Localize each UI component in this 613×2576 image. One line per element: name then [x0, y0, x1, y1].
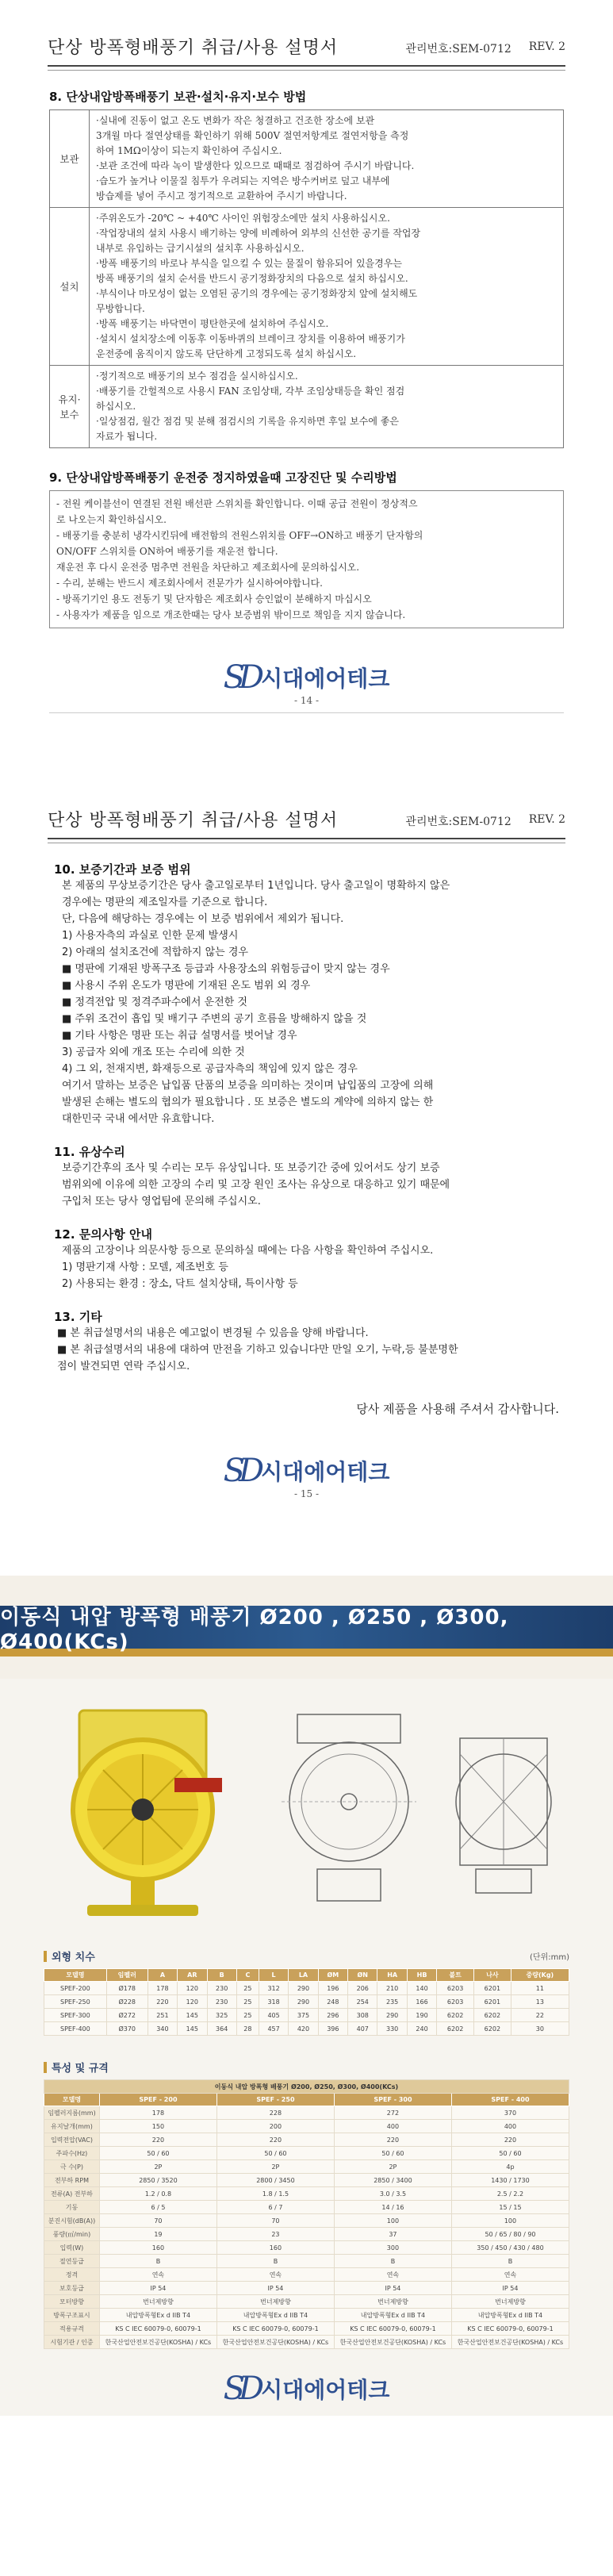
fan-photo: [56, 1695, 246, 1933]
dimension-cell: SPEF-400: [44, 2022, 107, 2036]
spec-cell: 1.8 / 1.5: [216, 2187, 334, 2201]
troubleshoot-line: - 전원 케이블선이 연결된 전원 배선판 스위치를 확인합니다. 이때 공급 전원이 정상적으: [56, 498, 418, 509]
page-number: - 15 -: [293, 1488, 319, 1499]
revision: REV. 2: [528, 40, 565, 53]
spec-cell: 한국산업안전보건공단(KOSHA) / KCs: [451, 2336, 569, 2349]
spec-cell: 1.2 / 0.8: [99, 2187, 216, 2201]
dimension-header-cell: 중량(Kg): [511, 1969, 569, 1982]
care-line: ·주위온도가 -20℃ ~ +40℃ 사이인 위험장소에만 설치 사용하십시오.: [96, 213, 390, 224]
dimension-header-cell: 임펠러: [106, 1969, 148, 1982]
care-line: 자료가 됩니다.: [96, 431, 158, 442]
spec-cell: 160: [216, 2241, 334, 2255]
warranty-line: ■ 정격전압 및 정격주파수에서 운전한 것: [62, 996, 247, 1008]
paid-repair-line: 구입처 또는 당사 영업팀에 문의해 주십시오.: [62, 1196, 261, 1207]
dimension-cell: 25: [236, 1995, 259, 2009]
spec-cell: 50 / 60: [216, 2147, 334, 2160]
spec-cell: 한국산업안전보건공단(KOSHA) / KCs: [334, 2336, 451, 2349]
spec-cell: 400: [334, 2120, 451, 2133]
spec-row: [44, 2255, 569, 2268]
spec-cell: 23: [216, 2228, 334, 2241]
dimension-cell: 30: [511, 2022, 569, 2036]
dimension-cell: 251: [148, 2009, 177, 2022]
dimension-header-cell: AR: [178, 1969, 207, 1982]
dimension-cell: SPEF-250: [44, 1995, 107, 2009]
spec-cell: 228: [216, 2106, 334, 2120]
logo-text: 시대에어테크: [261, 2377, 390, 2403]
care-line: ·일상점검, 월간 점검 및 분해 점검시의 기록을 유지하면 후일 보수에 좋은: [96, 416, 399, 427]
spec-row-label: 적용규격: [44, 2322, 100, 2336]
spec-cell: 2P: [334, 2160, 451, 2174]
dimension-cell: 405: [259, 2009, 288, 2022]
page-number: - 14 -: [293, 695, 319, 706]
care-row-install: [50, 208, 564, 366]
dimension-cell: 140: [407, 1982, 436, 1995]
spec-row: [44, 2106, 569, 2120]
spec-row: [44, 2133, 569, 2147]
spec-row: [44, 2160, 569, 2174]
spec-row-label: 극 수(P): [44, 2160, 100, 2174]
spec-cell: 연속: [334, 2268, 451, 2282]
spec-row-label: 풍량(㎥/min): [44, 2228, 100, 2241]
spec-caption-row: [44, 2080, 569, 2094]
spec-cell: 내압방폭형Ex d IIB T4: [216, 2309, 334, 2322]
section11-title: 11. 유상수리: [54, 1145, 125, 1159]
spec-cell: 200: [216, 2120, 334, 2133]
logo-mark-icon: SD: [223, 659, 259, 696]
dimension-cell: 6202: [473, 2022, 511, 2036]
spec-row-label: 유지날개(mm): [44, 2120, 100, 2133]
spec-cell: 350 / 450 / 430 / 480: [451, 2241, 569, 2255]
spec-cell: 100: [451, 2214, 569, 2228]
spec-cell: 150: [99, 2120, 216, 2133]
spec-cell: 내압방폭형Ex d IIB T4: [334, 2309, 451, 2322]
dimension-cell: 13: [511, 1995, 569, 2009]
spec-row: [44, 2147, 569, 2160]
spec-cell: 4p: [451, 2160, 569, 2174]
dimension-cell: 457: [259, 2022, 288, 2036]
dimension-cell: 290: [289, 1982, 318, 1995]
doc-title: 단상 방폭형배풍기 취급/사용 설명서: [48, 811, 339, 831]
spec-cell: 2850 / 3400: [334, 2174, 451, 2187]
spec-cell: 번너제방향: [216, 2295, 334, 2309]
dimension-cell: 145: [178, 2009, 207, 2022]
dimension-cell: 6203: [437, 1982, 474, 1995]
warranty-line: 발생된 손해는 별도의 협의가 필요합니다 . 또 보증은 별도의 계약에 의하지 않는 한: [62, 1096, 434, 1108]
troubleshoot-line: - 방폭기기인 용도 전동기 및 단자함은 제조회사 승인없이 분해하지 마십시오: [56, 593, 372, 605]
inquiry-line: 2) 사용되는 환경 : 장소, 닥트 설치상태, 특이사항 등: [62, 1278, 298, 1290]
care-line: 하십시오.: [96, 401, 136, 412]
dimension-cell: 190: [407, 2009, 436, 2022]
spec-row: [44, 2336, 569, 2349]
care-line: ·정기적으로 배풍기의 보수 점검을 실시하십시오.: [96, 370, 298, 382]
spec-cell: 6 / 7: [216, 2201, 334, 2214]
spec-row: [44, 2322, 569, 2336]
spec-cell: 1430 / 1730: [451, 2174, 569, 2187]
dimension-row: [44, 1995, 569, 2009]
spec-cell: 272: [334, 2106, 451, 2120]
spec-cell: 2.5 / 2.2: [451, 2187, 569, 2201]
spec-row: [44, 2174, 569, 2187]
spec-cell: 3.0 / 3.5: [334, 2187, 451, 2201]
dimension-cell: 28: [236, 2022, 259, 2036]
paid-repair-line: 보증기간후의 조사 및 수리는 모두 유상입니다. 또 보증기간 중에 있어서도 상기 보증: [62, 1162, 440, 1174]
spec-cell: B: [99, 2255, 216, 2268]
spec-cell: IP 54: [334, 2282, 451, 2295]
warranty-line: 대한민국 국내 에서만 유효합니다.: [62, 1113, 215, 1125]
spec-cell: 번너제방향: [334, 2295, 451, 2309]
spec-header-cell: SPEF - 250: [216, 2094, 334, 2106]
spec-row-label: 임펠러지름(mm): [44, 2106, 100, 2120]
care-row-storage: [50, 110, 564, 208]
dimension-cell: 235: [377, 1995, 407, 2009]
doc-title: 단상 방폭형배풍기 취급/사용 설명서: [48, 38, 339, 58]
dimension-cell: 407: [348, 2022, 377, 2036]
spec-cell: 300: [334, 2241, 451, 2255]
spec-row: [44, 2201, 569, 2214]
dimension-cell: 6201: [473, 1995, 511, 2009]
spec-cell: KS C IEC 60079-0, 60079-1: [216, 2322, 334, 2336]
care-line: ·습도가 높거나 이물질 침투가 우려되는 지역은 방수커버로 덮고 내부에: [96, 175, 390, 186]
spec-row: [44, 2241, 569, 2255]
spec-cell: 2850 / 3520: [99, 2174, 216, 2187]
warranty-line: ■ 사용시 주위 온도가 명판에 기재된 온도 범위 외 경우: [62, 980, 311, 992]
spec-cell: 178: [99, 2106, 216, 2120]
manage-no: 관리번호:SEM-0712: [405, 43, 511, 56]
spec-row: [44, 2214, 569, 2228]
spec-cell: 50 / 65 / 80 / 90: [451, 2228, 569, 2241]
spec-row: [44, 2282, 569, 2295]
spec-cell: 220: [216, 2133, 334, 2147]
fan-front-drawing: [274, 1706, 424, 1913]
dimension-header-cell: ØM: [318, 1969, 347, 1982]
inquiry-text: [62, 1242, 559, 1292]
spec-cell: 한국산업안전보건공단(KOSHA) / KCs: [99, 2336, 216, 2349]
spec-cell: KS C IEC 60079-0, 60079-1: [451, 2322, 569, 2336]
spec-cell: 연속: [216, 2268, 334, 2282]
section10-title: 10. 보증기간과 보증 범위: [54, 862, 191, 877]
dimension-cell: 6203: [437, 1995, 474, 2009]
dimension-table: [44, 1968, 569, 2036]
care-line: ·실내에 진동이 없고 온도 변화가 작은 청결하고 건조한 장소에 보관: [96, 115, 375, 126]
spec-row-label: 모터방향: [44, 2295, 100, 2309]
care-line: ·설치시 설치장소에 이동후 이동바퀴의 브레이크 장치를 이용하여 배풍기가: [96, 333, 405, 344]
troubleshoot-line: - 배풍기를 충분히 냉각시킨뒤에 배전함의 전원스위치를 OFF→ON하고 배풍기 단자함의: [56, 530, 423, 541]
spec-caption: 이동식 내압 방폭형 배풍기 Ø200, Ø250, Ø300, Ø400(KCs): [44, 2080, 569, 2094]
spec-cell: IP 54: [99, 2282, 216, 2295]
spec-cell: 70: [99, 2214, 216, 2228]
spec-cell: 400: [451, 2120, 569, 2133]
warranty-line: 단, 다음에 해당하는 경우에는 이 보증 범위에서 제외가 됩니다.: [62, 913, 344, 925]
troubleshoot-line: ON/OFF 스위치를 ON하여 배풍기를 재운전 합니다.: [56, 546, 278, 557]
dimension-cell: 11: [511, 1982, 569, 1995]
dimension-cell: 254: [348, 1995, 377, 2009]
inquiry-line: 제품의 고장이나 의문사항 등으로 문의하실 때에는 다음 사항을 확인하여 주십시오.: [62, 1245, 434, 1257]
spec-cell: B: [451, 2255, 569, 2268]
spec-row-label: 기동: [44, 2201, 100, 2214]
dimension-header-cell: HB: [407, 1969, 436, 1982]
spec-row-label: 주파수(Hz): [44, 2147, 100, 2160]
troubleshoot-box: [49, 490, 564, 628]
dimension-cell: 375: [289, 2009, 318, 2022]
spec-cell: 내압방폭형Ex d IIB T4: [451, 2309, 569, 2322]
footer-logo: [0, 2373, 613, 2405]
spec-cell: 내압방폭형Ex d IIB T4: [99, 2309, 216, 2322]
dimension-cell: 240: [407, 2022, 436, 2036]
care-line: 하여 1MΩ이상이 되는지 확인하여 주십시오.: [96, 145, 282, 156]
spec-header-cell: SPEF - 200: [99, 2094, 216, 2106]
dimension-cell: 318: [259, 1995, 288, 2009]
spec-row: [44, 2187, 569, 2201]
dimension-cell: 312: [259, 1982, 288, 1995]
spec-cell: 220: [99, 2133, 216, 2147]
spec-cell: 연속: [451, 2268, 569, 2282]
care-line: ·부식이나 마모성이 없는 오염된 공기의 경우에는 공기정화장치 앞에 설치해도: [96, 288, 418, 299]
dimension-cell: 22: [511, 2009, 569, 2022]
spec-section-title: 특성 및 규격: [44, 2060, 569, 2075]
logo-mark-icon: SD: [223, 1453, 259, 1489]
dimension-unit: (단위:mm): [530, 1953, 569, 1962]
spec-cell: 2P: [99, 2160, 216, 2174]
footer-logo: [0, 1455, 613, 1487]
spec-row: [44, 2295, 569, 2309]
dimension-cell: Ø370: [106, 2022, 148, 2036]
care-row-label: 설치: [50, 208, 90, 366]
dimension-cell: 325: [207, 2009, 236, 2022]
dimension-cell: 6202: [437, 2009, 474, 2022]
spec-row-label: 보호등급: [44, 2282, 100, 2295]
dimension-header-cell: L: [259, 1969, 288, 1982]
care-line: ·방폭 배풍기의 바로나 부식을 일으킬 수 있는 물질이 함유되어 있을경우는: [96, 258, 402, 269]
care-line: 운전중에 움직이지 않도록 단단하게 고정되도록 설치 하십시오.: [96, 348, 357, 359]
spec-cell: IP 54: [216, 2282, 334, 2295]
section9-title: 9. 단상내압방폭배풍기 운전중 정지하였을때 고장진단 및 수리방법: [49, 470, 397, 485]
dimension-cell: 206: [348, 1982, 377, 1995]
spec-cell: 6 / 5: [99, 2201, 216, 2214]
spec-row: [44, 2120, 569, 2133]
fan-side-drawing: [428, 1706, 587, 1913]
dimension-header-cell: 나사: [473, 1969, 511, 1982]
dimension-cell: 120: [178, 1982, 207, 1995]
dimension-cell: 25: [236, 1982, 259, 1995]
misc-text: [57, 1325, 559, 1375]
warranty-line: 4) 그 외, 천재지변, 화재등으로 공급자측의 책임에 있지 않은 경우: [62, 1063, 358, 1075]
warranty-line: 본 제품의 무상보증기간은 당사 출고일로부터 1년입니다. 당사 출고일이 명확하지 않은: [62, 880, 450, 892]
care-row-maintenance: [50, 366, 564, 448]
dimension-cell: Ø178: [106, 1982, 148, 1995]
misc-line: ■ 본 취급설명서의 내용에 대하여 만전을 기하고 있습니다만 만일 오기, 누락,등 불분명한: [57, 1344, 458, 1356]
dimension-cell: 308: [348, 2009, 377, 2022]
spec-row-label: 입력(W): [44, 2241, 100, 2255]
spec-row-label: 분진시험(dB(A)): [44, 2214, 100, 2228]
dimension-header-row: [44, 1969, 569, 1982]
dimension-cell: 290: [377, 2009, 407, 2022]
dimension-cell: 6202: [437, 2022, 474, 2036]
spec-cell: 50 / 60: [99, 2147, 216, 2160]
spec-cell: B: [216, 2255, 334, 2268]
dimension-section-title: 외형 치수 (단위:mm): [44, 1948, 569, 1964]
care-line: ·작업장내의 설치 사용시 배기하는 양에 비례하여 외부의 신선한 공기를 작업장: [96, 228, 421, 239]
spec-cell: 50 / 60: [451, 2147, 569, 2160]
section8-title: 8. 단상내압방폭배풍기 보관·설치·유지·보수 방법: [49, 90, 307, 104]
dimension-cell: 196: [318, 1982, 347, 1995]
manage-no: 관리번호:SEM-0712: [405, 816, 511, 828]
section13-title: 13. 기타: [54, 1310, 102, 1324]
spec-cell: 100: [334, 2214, 451, 2228]
warranty-line: ■ 명판에 기재된 방폭구조 등급과 사용장소의 위험등급이 맞지 않는 경우: [62, 963, 390, 975]
catalog-title: 이동식 내압 방폭형 배풍기 Ø200 , Ø250 , Ø300, Ø400(KCs): [0, 1605, 509, 1654]
dimension-cell: 145: [178, 2022, 207, 2036]
dimension-cell: Ø272: [106, 2009, 148, 2022]
dimension-cell: 6201: [473, 1982, 511, 1995]
dimension-cell: 178: [148, 1982, 177, 1995]
logo-mark-icon: SD: [223, 2371, 259, 2407]
dimension-cell: 330: [377, 2022, 407, 2036]
warranty-text: [62, 877, 559, 1127]
spec-cell: 번너제방향: [99, 2295, 216, 2309]
paid-repair-line: 범위외에 이유에 의한 고장의 수리 및 고장 원인 조사는 유상으로 대응하고 있기 때문에: [62, 1179, 450, 1191]
dimension-header-cell: ØN: [348, 1969, 377, 1982]
dimension-row: [44, 2022, 569, 2036]
care-line: ·보관 조건에 따라 녹이 발생한다 있으므로 때때로 점검하여 주시기 바랍니다.: [96, 160, 415, 171]
dimension-row: [44, 1982, 569, 1995]
spec-cell: 220: [451, 2133, 569, 2147]
dimension-cell: 220: [148, 1995, 177, 2009]
care-line: 내부로 유입하는 급기시설의 설치후 사용하십시오.: [96, 243, 305, 254]
spec-header-cell: SPEF - 400: [451, 2094, 569, 2106]
spec-cell: 160: [99, 2241, 216, 2255]
catalog-sheet: [0, 1576, 613, 2416]
spec-cell: 50 / 60: [334, 2147, 451, 2160]
spec-row: [44, 2228, 569, 2241]
spec-row-label: 입력전압(VAC): [44, 2133, 100, 2147]
dimension-cell: 210: [377, 1982, 407, 1995]
dimension-header-cell: B: [207, 1969, 236, 1982]
dimension-header-cell: C: [236, 1969, 259, 1982]
spec-row-label: 정격: [44, 2268, 100, 2282]
care-line: 3개월 마다 절연상태를 확인하기 위해 500V 절연저항계로 절연저항을 측정: [96, 130, 409, 141]
warranty-line: 1) 사용자측의 과실로 인한 문제 발생시: [62, 930, 239, 942]
spec-cell: 연속: [99, 2268, 216, 2282]
dimension-header-cell: 모델명: [44, 1969, 107, 1982]
spec-header-cell: 모델명: [44, 2094, 100, 2106]
care-line: 방습제를 넣어 주시고 정기적으로 교환하여 주시기 바랍니다.: [96, 190, 347, 202]
spec-cell: 19: [99, 2228, 216, 2241]
dimension-cell: SPEF-300: [44, 2009, 107, 2022]
logo-text: 시대에어테크: [261, 1459, 390, 1485]
troubleshoot-line: 재운전 후 다시 운전중 멈추면 전원을 차단하고 제조회사에 문의하십시오.: [56, 562, 360, 573]
spec-cell: IP 54: [451, 2282, 569, 2295]
spec-cell: B: [334, 2255, 451, 2268]
spec-cell: 번너제방향: [451, 2295, 569, 2309]
spec-cell: 220: [334, 2133, 451, 2147]
footer-logo: [0, 659, 613, 696]
warranty-line: 여기서 말하는 보증은 납입품 단품의 보증을 의미하는 것이며 납입품의 고장에 의해: [62, 1080, 434, 1092]
dimension-cell: 420: [289, 2022, 318, 2036]
dimension-cell: 340: [148, 2022, 177, 2036]
spec-row-label: 전부하 RPM: [44, 2174, 100, 2187]
dimension-cell: SPEF-200: [44, 1982, 107, 1995]
dimension-cell: 364: [207, 2022, 236, 2036]
inquiry-line: 1) 명판기재 사항 : 모델, 제조번호 등: [62, 1261, 228, 1273]
spec-cell: 2P: [216, 2160, 334, 2174]
warranty-line: 3) 공급자 외에 개조 또는 수리에 의한 것: [62, 1046, 245, 1058]
spec-cell: 한국산업안전보건공단(KOSHA) / KCs: [216, 2336, 334, 2349]
dimension-row: [44, 2009, 569, 2022]
dimension-cell: 6202: [473, 2009, 511, 2022]
spec-cell: KS C IEC 60079-0, 60079-1: [99, 2322, 216, 2336]
dimension-cell: 230: [207, 1995, 236, 2009]
care-line: 무방합니다.: [96, 303, 145, 314]
spec-cell: 70: [216, 2214, 334, 2228]
misc-line: 점이 발견되면 연락 주십시오.: [57, 1361, 190, 1372]
spec-row-label: 절연등급: [44, 2255, 100, 2268]
care-table: [49, 109, 564, 448]
catalog-banner: [0, 1576, 613, 1679]
dimension-header-cell: A: [148, 1969, 177, 1982]
dimension-cell: 396: [318, 2022, 347, 2036]
section12-title: 12. 문의사항 안내: [54, 1227, 152, 1242]
care-row-label: 유지· 보수: [50, 366, 90, 448]
page15-header: [48, 807, 565, 839]
dimension-cell: 296: [318, 2009, 347, 2022]
page14-header: [48, 34, 565, 67]
troubleshoot-line: - 수리, 분해는 반드시 제조회사에서 전문가가 실시하여야합니다.: [56, 578, 323, 589]
care-row-label: 보관: [50, 110, 90, 208]
spec-header-cell: SPEF - 300: [334, 2094, 451, 2106]
dimension-cell: 25: [236, 2009, 259, 2022]
misc-line: ■ 본 취급설명서의 내용은 예고없이 변경될 수 있음을 양해 바랍니다.: [57, 1327, 369, 1339]
dimension-cell: 120: [178, 1995, 207, 2009]
spec-row-label: 시험기관 / 인증: [44, 2336, 100, 2349]
dimension-cell: Ø228: [106, 1995, 148, 2009]
spec-cell: 2800 / 3450: [216, 2174, 334, 2187]
care-line: ·방폭 배풍기는 바닥면이 평탄한곳에 설치하여 주십시오.: [96, 318, 329, 329]
spec-cell: 15 / 15: [451, 2201, 569, 2214]
spec-table: [44, 2079, 569, 2349]
spec-row-label: 전류(A) 전부하: [44, 2187, 100, 2201]
product-figures: [0, 1679, 613, 1948]
spec-cell: 37: [334, 2228, 451, 2241]
dimension-cell: 290: [289, 1995, 318, 2009]
spec-header-row: [44, 2094, 569, 2106]
dimension-cell: 230: [207, 1982, 236, 1995]
logo-text: 시대에어테크: [261, 666, 390, 692]
troubleshoot-line: - 사용자가 제품을 임으로 개조한때는 당사 보증범위 밖이므로 책임을 지지 않습니다.: [56, 609, 406, 620]
spec-row-label: 방폭구조표시: [44, 2309, 100, 2322]
spec-cell: 370: [451, 2106, 569, 2120]
care-line: 방폭 배풍기의 설치 순서를 반드시 공기정화장치의 다음으로 설치 하십시오.: [96, 273, 408, 284]
dimension-cell: 248: [318, 1995, 347, 2009]
spec-cell: 14 / 16: [334, 2201, 451, 2214]
closing-message: 당사 제품을 사용해 주셔서 감사합니다.: [356, 1402, 559, 1416]
warranty-line: ■ 주위 조건이 흡입 및 배기구 주변의 공기 흐름을 방해하지 않을 것: [62, 1013, 367, 1025]
warranty-line: 2) 아래의 설치조건에 적합하지 않는 경우: [62, 946, 248, 958]
dimension-header-cell: HA: [377, 1969, 407, 1982]
revision: REV. 2: [528, 813, 565, 826]
warranty-line: ■ 기타 사항은 명판 또는 취급 설명서를 벗어날 경우: [62, 1030, 297, 1042]
care-line: ·배풍기를 간헐적으로 사용시 FAN 조임상태, 각부 조임상태등을 확인 점검: [96, 386, 405, 397]
spec-row: [44, 2309, 569, 2322]
dimension-header-cell: LA: [289, 1969, 318, 1982]
spec-row: [44, 2268, 569, 2282]
dimension-cell: 166: [407, 1995, 436, 2009]
warranty-line: 경우에는 명판의 제조일자를 기준으로 합니다.: [62, 896, 268, 908]
troubleshoot-line: 로 나오는지 확인하십시오.: [56, 514, 167, 525]
spec-cell: KS C IEC 60079-0, 60079-1: [334, 2322, 451, 2336]
paid-repair-text: [62, 1160, 559, 1210]
dimension-header-cell: 볼트: [437, 1969, 474, 1982]
